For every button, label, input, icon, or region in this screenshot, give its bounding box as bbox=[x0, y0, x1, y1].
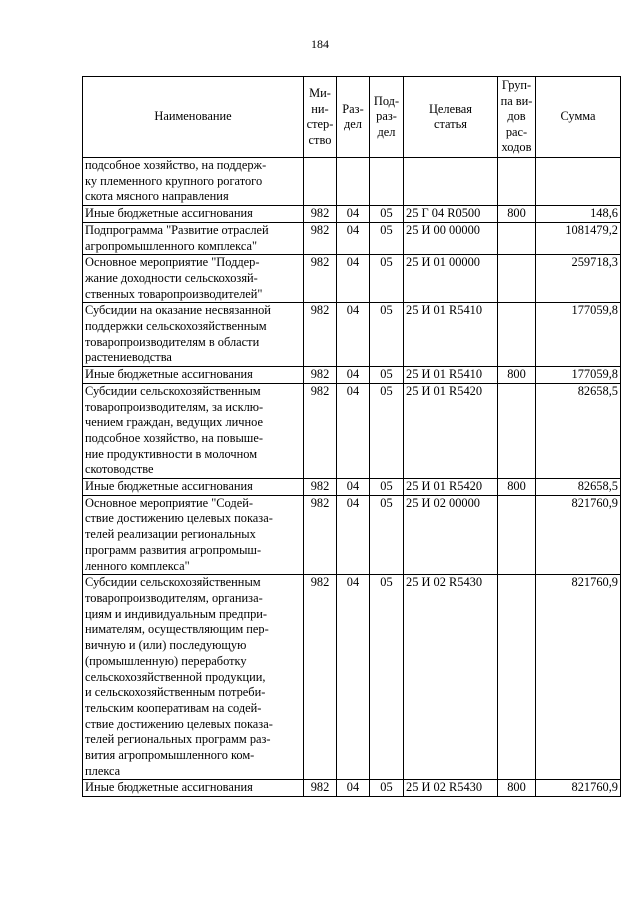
row-sum bbox=[536, 158, 621, 206]
table-row bbox=[83, 255, 621, 303]
row-subsection: 05 bbox=[370, 206, 404, 223]
row-sum: 821760,9 bbox=[536, 780, 621, 797]
row-name: Субсидии сельскохозяйственным товаропроизводителям, организа- циям и индивидуальным предпри- нимателям, осуществляющим пер- вичную и (или) последующую (промышленную) переработку сельскохозяйственной продукции, и сельскохозяйственным потреби- тельским кооперативам на содей- ствие достижению целевых показа- телей региональных программ раз- вития агропромышленного ком- плекса bbox=[83, 575, 304, 780]
row-expense-group bbox=[498, 575, 536, 780]
row-target-article: 25 И 01 R5420 bbox=[404, 383, 498, 478]
table-row bbox=[83, 303, 621, 367]
header-row bbox=[83, 77, 621, 158]
row-ministry: 982 bbox=[304, 479, 337, 496]
row-target-article: 25 Г 04 R0500 bbox=[404, 206, 498, 223]
row-section: 04 bbox=[337, 575, 370, 780]
row-subsection: 05 bbox=[370, 222, 404, 254]
row-subsection: 05 bbox=[370, 495, 404, 575]
row-name: подсобное хозяйство, на поддерж- ку племенного крупного рогатого скота мясного направления bbox=[83, 158, 304, 206]
row-section bbox=[337, 158, 370, 206]
table-row bbox=[83, 222, 621, 254]
row-expense-group bbox=[498, 303, 536, 367]
row-name: Субсидии на оказание несвязанной поддержки сельскохозяйственным товаропроизводителям в области растениеводства bbox=[83, 303, 304, 367]
table-row bbox=[83, 158, 621, 206]
row-ministry: 982 bbox=[304, 222, 337, 254]
row-subsection: 05 bbox=[370, 575, 404, 780]
header-sum: Сумма bbox=[536, 77, 621, 158]
row-name: Иные бюджетные ассигнования bbox=[83, 479, 304, 496]
row-expense-group bbox=[498, 495, 536, 575]
row-sum: 82658,5 bbox=[536, 383, 621, 478]
row-section: 04 bbox=[337, 367, 370, 384]
row-subsection: 05 bbox=[370, 479, 404, 496]
row-ministry: 982 bbox=[304, 255, 337, 303]
table-row bbox=[83, 206, 621, 223]
table-row bbox=[83, 575, 621, 780]
row-target-article: 25 И 01 R5410 bbox=[404, 303, 498, 367]
table-body bbox=[83, 158, 621, 797]
row-section: 04 bbox=[337, 479, 370, 496]
row-subsection bbox=[370, 158, 404, 206]
row-name: Субсидии сельскохозяйственным товаропроизводителям, за исклю- чением граждан, ведущих личное подсобное хозяйство, на повыше- ние продуктивности в молочном скотоводстве bbox=[83, 383, 304, 478]
page-number: 184 bbox=[311, 37, 329, 51]
row-sum: 821760,9 bbox=[536, 495, 621, 575]
row-ministry: 982 bbox=[304, 575, 337, 780]
row-expense-group: 800 bbox=[498, 206, 536, 223]
row-ministry: 982 bbox=[304, 367, 337, 384]
row-sum: 1081479,2 bbox=[536, 222, 621, 254]
row-expense-group: 800 bbox=[498, 479, 536, 496]
row-ministry: 982 bbox=[304, 495, 337, 575]
row-expense-group bbox=[498, 255, 536, 303]
row-name: Основное мероприятие "Поддер- жание доходности сельскохозяй- ственных товаропроизводителей" bbox=[83, 255, 304, 303]
table-row bbox=[83, 383, 621, 478]
row-target-article bbox=[404, 158, 498, 206]
row-section: 04 bbox=[337, 383, 370, 478]
row-subsection: 05 bbox=[370, 383, 404, 478]
header-expense-group: Груп- па ви- дов рас- ходов bbox=[498, 77, 536, 158]
header-target-article: Целевая статья bbox=[404, 77, 498, 158]
row-expense-group: 800 bbox=[498, 367, 536, 384]
row-expense-group bbox=[498, 383, 536, 478]
row-ministry: 982 bbox=[304, 206, 337, 223]
row-sum: 177059,8 bbox=[536, 303, 621, 367]
row-target-article: 25 И 02 00000 bbox=[404, 495, 498, 575]
row-target-article: 25 И 01 R5410 bbox=[404, 367, 498, 384]
row-expense-group: 800 bbox=[498, 780, 536, 797]
header-ministry: Ми- ни- стер- ство bbox=[304, 77, 337, 158]
table-row bbox=[83, 780, 621, 797]
row-target-article: 25 И 01 00000 bbox=[404, 255, 498, 303]
row-section: 04 bbox=[337, 303, 370, 367]
row-subsection: 05 bbox=[370, 367, 404, 384]
row-target-article: 25 И 02 R5430 bbox=[404, 780, 498, 797]
row-ministry: 982 bbox=[304, 383, 337, 478]
row-section: 04 bbox=[337, 255, 370, 303]
row-subsection: 05 bbox=[370, 303, 404, 367]
row-sum: 177059,8 bbox=[536, 367, 621, 384]
header-subsection: Под- раз- дел bbox=[370, 77, 404, 158]
row-section: 04 bbox=[337, 222, 370, 254]
table-row bbox=[83, 367, 621, 384]
row-section: 04 bbox=[337, 495, 370, 575]
row-subsection: 05 bbox=[370, 255, 404, 303]
row-sum: 82658,5 bbox=[536, 479, 621, 496]
table-row bbox=[83, 479, 621, 496]
row-ministry bbox=[304, 158, 337, 206]
row-section: 04 bbox=[337, 780, 370, 797]
table-row bbox=[83, 495, 621, 575]
row-name: Основное мероприятие "Содей- ствие достижению целевых показа- телей реализации региональных программ развития агропромыш- ленного комплекса" bbox=[83, 495, 304, 575]
row-sum: 259718,3 bbox=[536, 255, 621, 303]
row-subsection: 05 bbox=[370, 780, 404, 797]
row-target-article: 25 И 00 00000 bbox=[404, 222, 498, 254]
row-ministry: 982 bbox=[304, 780, 337, 797]
row-name: Иные бюджетные ассигнования bbox=[83, 206, 304, 223]
header-section: Раз- дел bbox=[337, 77, 370, 158]
budget-table bbox=[82, 76, 621, 797]
row-section: 04 bbox=[337, 206, 370, 223]
row-ministry: 982 bbox=[304, 303, 337, 367]
row-expense-group bbox=[498, 158, 536, 206]
row-target-article: 25 И 01 R5420 bbox=[404, 479, 498, 496]
row-sum: 148,6 bbox=[536, 206, 621, 223]
row-name: Иные бюджетные ассигнования bbox=[83, 367, 304, 384]
header-name: Наименование bbox=[83, 77, 304, 158]
row-sum: 821760,9 bbox=[536, 575, 621, 780]
row-name: Подпрограмма "Развитие отраслей агропромышленного комплекса" bbox=[83, 222, 304, 254]
row-target-article: 25 И 02 R5430 bbox=[404, 575, 498, 780]
row-expense-group bbox=[498, 222, 536, 254]
row-name: Иные бюджетные ассигнования bbox=[83, 780, 304, 797]
